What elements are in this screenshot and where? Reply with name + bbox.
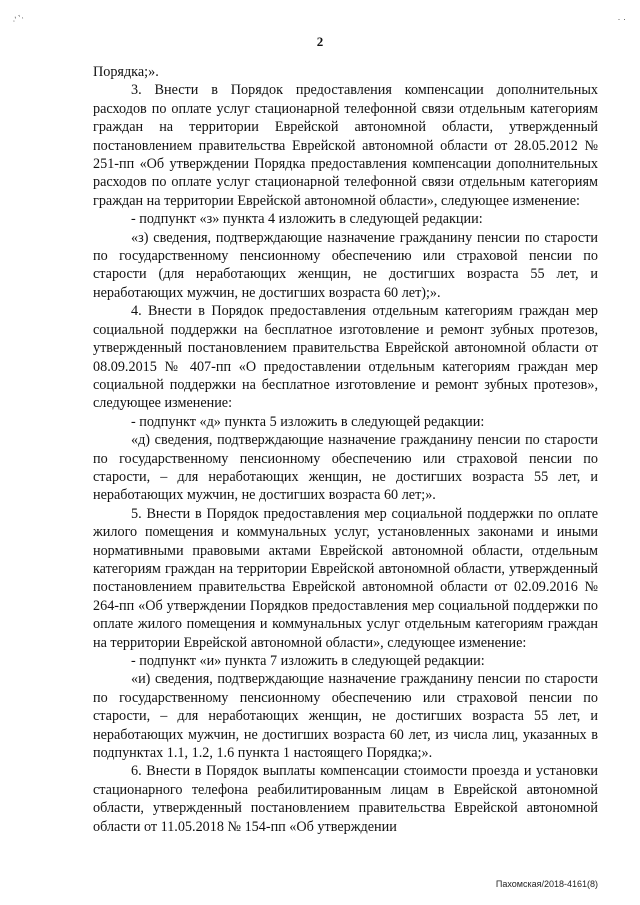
- document-footer-code: Пахомская/2018-4161(8): [495, 879, 598, 889]
- paragraph: «з) сведения, подтверждающие назначение гражданину пенсии по старости по государственному пенсионному обеспечению или страховой пенсии по старости (для неработающих женщин, не достигших возраста 55 лет, и неработающих мужчин, не достигших возраста 60 лет);».: [93, 229, 598, 301]
- paragraph: 4. Внести в Порядок предоставления отдельным категориям граждан мер социальной поддержки на бесплатное изготовление и ремонт зубных протезов, утвержденный постановлением правительства Еврейской автономной области от 08.09.2015 № 407-пп «О предоставлении отдельным категориям граждан мер социальной поддержки на бесплатное изготовление и ремонт зубных протезов», следующее изменение:: [93, 303, 598, 412]
- paragraph: - подпункт «и» пункта 7 изложить в следующей редакции:: [131, 653, 485, 669]
- document-body: [93, 63, 598, 836]
- scan-mark-left: ·’ ʼ·: [10, 12, 26, 26]
- paragraph: Порядка;».: [93, 64, 159, 80]
- paragraph: - подпункт «д» пункта 5 изложить в следующей редакции:: [131, 413, 485, 430]
- paragraph: «и) сведения, подтверждающие назначение гражданину пенсии по старости по государственному пенсионному обеспечению или страховой пенсии по старости, – для неработающих женщин, не достигших возраста 55 лет, и неработающих мужчин, не достигших возраста 60 лет, из числа лиц, указанных в подпунктах 1.1, 1.2, 1.6 пункта 1 настоящего Порядка;».: [93, 671, 598, 762]
- paragraph: «д) сведения, подтверждающие назначение гражданину пенсии по старости по государственному пенсионному обеспечению или страховой пенсии по старости, – для неработающих женщин, не достигших возраста 55 лет, и неработающих мужчин, не достигших возраста 60 лет;».: [93, 432, 598, 504]
- page-number: 2: [316, 34, 324, 49]
- paragraph: - подпункт «з» пункта 4 изложить в следующей редакции:: [131, 211, 483, 228]
- scan-mark-right: · ·: [617, 14, 626, 24]
- paragraph: 6. Внести в Порядок выплаты компенсации стоимости проезда и установки стационарного телефона реабилитированным лицам в Еврейской автономной области, утвержденный постановлением правительства Еврейской автономной области от 11.05.2018 № 154-пп «Об утверждении: [93, 763, 598, 835]
- paragraph: 3. Внести в Порядок предоставления компенсации дополнительных расходов по оплате услуг стационарной телефонной связи отдельным категориям граждан на территории Еврейской автономной области, утвержденный постановлением правительства Еврейской автономной области от 28.05.2012 № 251-пп «Об утверждении Порядка предоставления компенсации дополнительных расходов по оплате услуг стационарной телефонной связи отдельным категориям граждан на территории Еврейской автономной области», следующее изменение:: [93, 82, 598, 209]
- paragraph: 5. Внести в Порядок предоставления мер социальной поддержки по оплате жилого помещения и коммунальных услуг, установленных законами и иными нормативными правовыми актами Еврейской автономной области, отдельным категориям граждан на территории Еврейской автономной области, утвержденный постановлением правительства Еврейской автономной области от 02.09.2016 № 264-пп «Об утверждении Порядков предоставления мер социальной поддержки по оплате жилого помещения и коммунальных услуг отдельным категориям граждан на территории Еврейской автономной области», следующее изменение:: [93, 505, 598, 651]
